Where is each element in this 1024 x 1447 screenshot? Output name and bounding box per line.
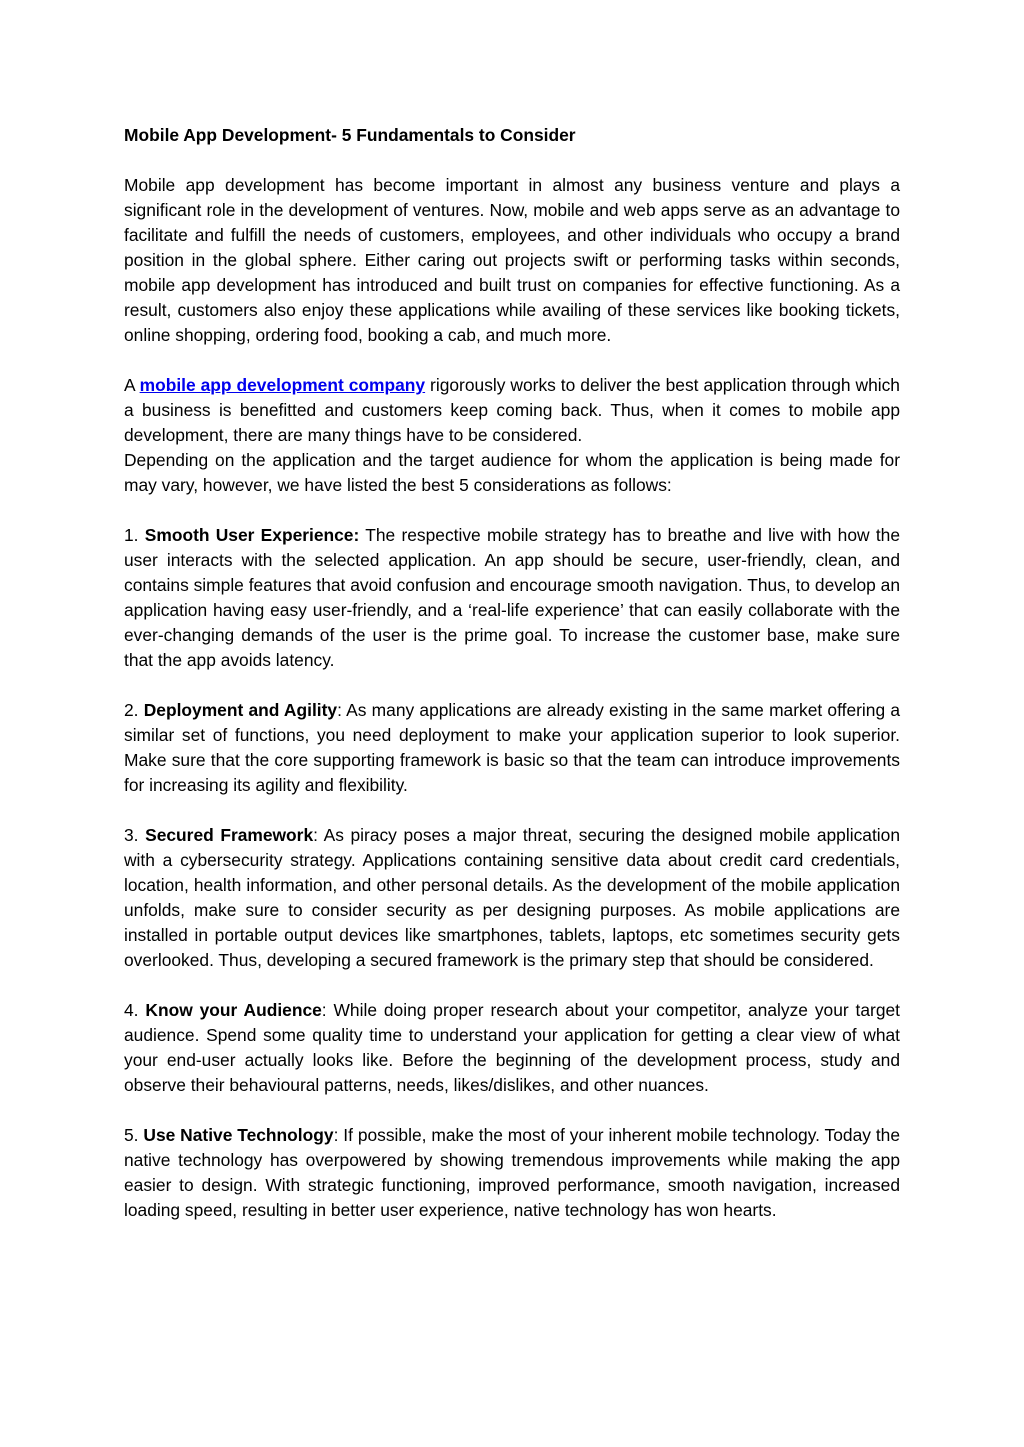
item-text: The respective mobile strategy has to breathe and live with how the user interacts with the selected application. An app should be secure, user-friendly, clean, and contains simple features that avoid confusion and encourage smooth navigation. Thus, to develop an application having easy user-friendly, and a ‘real-life experience’ that can easily collaborate with the ever-changing demands of the user is the prime goal. To increase the customer base, make sure that the app avoids latency. xyxy=(124,525,901,670)
item-text: : As many applications are already existing in the same market offering a similar set of functions, you need deployment to make your application superior to look superior. Make sure that the core supporting framework is basic so that the team can introduce improvements for increasing its agility and flexibility. xyxy=(124,700,900,795)
item-text: : While doing proper research about your competitor, analyze your target audience. Spend some quality time to understand your application for getting a clear view of what your end-user actually looks like. Before the beginning of the development process, study and observe their behavioural patterns, needs, likes/dislikes, and other nuances. xyxy=(124,1000,901,1095)
item-heading: Know your Audience xyxy=(145,1000,322,1020)
item-text: : If possible, make the most of your inherent mobile technology. Today the native technology has overpowered by showing tremendous improvements while making the app easier to design. With strategic functioning, improved performance, smooth navigation, increased loading speed, resulting in better user experience, native technology has won hearts. xyxy=(124,1125,900,1220)
item-heading: Secured Framework xyxy=(145,825,314,845)
list-item xyxy=(124,823,900,973)
item-heading: Use Native Technology xyxy=(143,1125,334,1145)
item-number: 3. xyxy=(124,825,146,845)
intro-paragraph: Mobile app development has become important in almost any business venture and plays a significant role in the development of ventures. Now, mobile and web apps serve as an advantage to facilitate and fulfill the needs of customers, employees, and other individuals who occupy a brand position in the global sphere. Either caring out projects swift or performing tasks within seconds, mobile app development has introduced and built trust on companies for effective functioning. As a result, customers also enjoy these applications while availing of these services like booking tickets, online shopping, ordering food, booking a cab, and much more. xyxy=(124,175,900,345)
list-item xyxy=(124,698,900,798)
company-prefix: A xyxy=(124,375,140,395)
item-number: 4. xyxy=(124,1000,146,1020)
item-number: 1. xyxy=(124,525,145,545)
depending-paragraph: Depending on the application and the target audience for whom the application is being made for may vary, however, we have listed the best 5 considerations as follows: xyxy=(124,450,900,495)
item-number: 2. xyxy=(124,700,144,720)
item-heading: Deployment and Agility xyxy=(143,700,338,720)
company-paragraph xyxy=(124,373,900,448)
mobile-app-development-company-link[interactable]: mobile app development company xyxy=(139,375,426,395)
item-heading: Smooth User Experience: xyxy=(144,525,360,545)
document-title: Mobile App Development- 5 Fundamentals to Consider xyxy=(124,125,576,145)
list-item xyxy=(124,523,900,673)
item-number: 5. xyxy=(124,1125,144,1145)
document-page xyxy=(124,123,900,1223)
item-text: : As piracy poses a major threat, securing the designed mobile application with a cybersecurity strategy. Applications containing sensitive data about credit card credentials, location, health information, and other personal details. As the development of the mobile application unfolds, make sure to consider security as per designing purposes. As mobile applications are installed in portable output devices like smartphones, tablets, laptops, etc sometimes security gets overlooked. Thus, developing a secured framework is the primary step that should be considered. xyxy=(124,825,900,970)
company-suffix: rigorously works to deliver the best application through which a business is benefitted and customers keep coming back. Thus, when it comes to mobile app development, there are many things have to be considered. xyxy=(124,375,900,445)
list-item xyxy=(124,1123,900,1223)
list-item xyxy=(124,998,900,1098)
